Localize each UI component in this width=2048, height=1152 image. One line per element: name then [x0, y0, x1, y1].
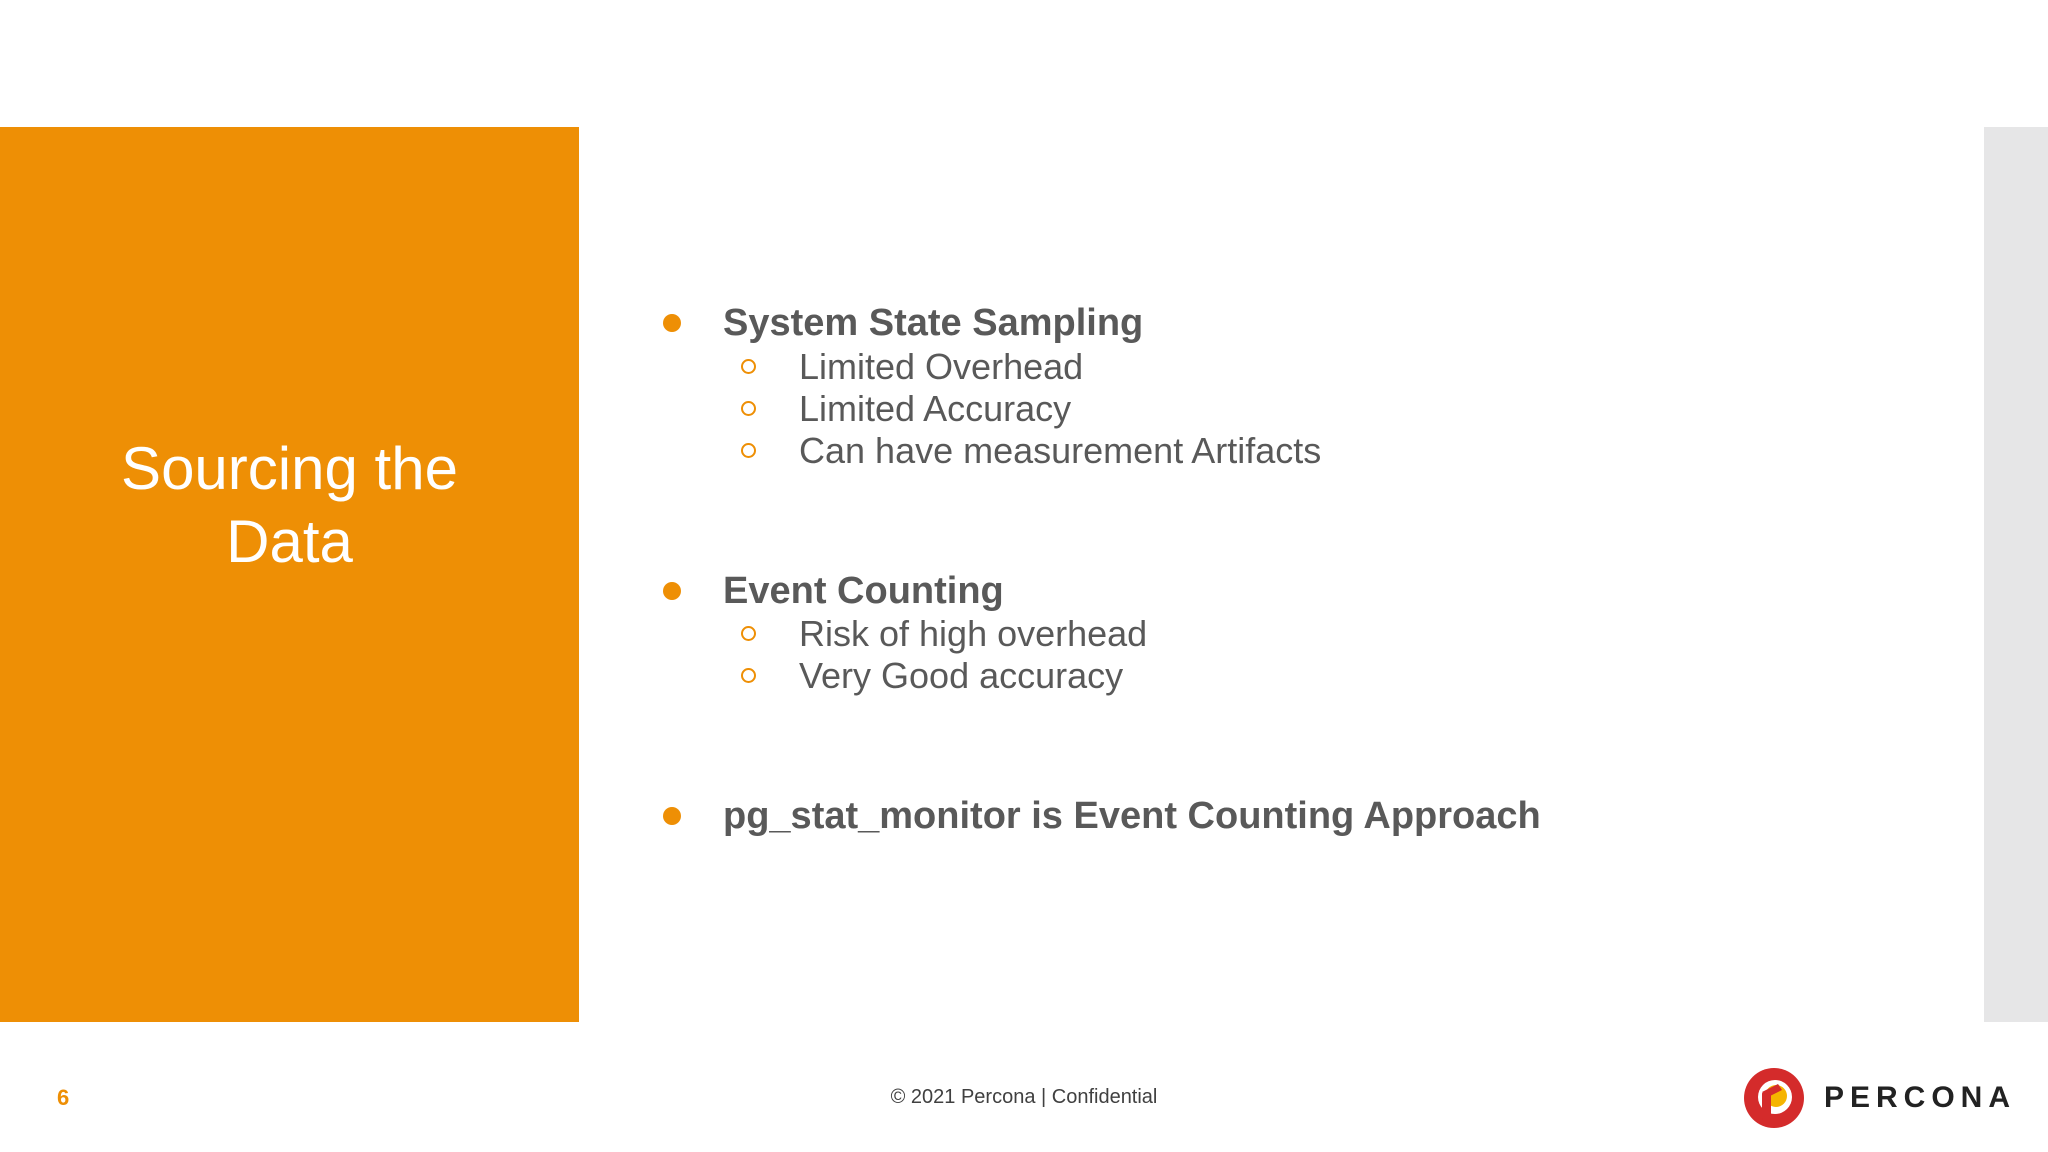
title-panel: [0, 127, 579, 1022]
bullet-label: System State Sampling: [723, 302, 1144, 344]
bullet-dot-icon: [663, 314, 681, 332]
hollow-circle-bullet-icon: [741, 626, 756, 641]
sub-bullet-label: Risk of high overhead: [799, 613, 1148, 654]
page-number: 6: [57, 1085, 70, 1110]
sub-bullet-label: Can have measurement Artifacts: [799, 430, 1322, 471]
footer-copyright: © 2021 Percona | Confidential: [890, 1086, 1158, 1108]
bullet-label: pg_stat_monitor is Event Counting Approach: [723, 795, 1541, 837]
hollow-circle-bullet-icon: [741, 359, 756, 374]
percona-logo-icon: [1742, 1066, 1806, 1130]
sub-bullet-label: Very Good accuracy: [799, 655, 1124, 696]
percona-logo: [1742, 1066, 2017, 1130]
hollow-circle-bullet-icon: [741, 401, 756, 416]
bullet-dot-icon: [663, 582, 681, 600]
slide-title-line-1: Sourcing the: [121, 435, 458, 502]
hollow-circle-bullet-icon: [741, 443, 756, 458]
slide-title-line-2: Data: [226, 508, 353, 575]
slide-title: [40, 432, 539, 578]
sub-bullet-label: Limited Overhead: [799, 346, 1084, 387]
bullet-dot-icon: [663, 807, 681, 825]
side-strip: [1984, 127, 2048, 1022]
logo-wordmark: PERCONA: [1824, 1081, 2017, 1114]
sub-bullet-label: Limited Accuracy: [799, 388, 1072, 429]
bullet-label: Event Counting: [723, 570, 1004, 612]
hollow-circle-bullet-icon: [741, 668, 756, 683]
